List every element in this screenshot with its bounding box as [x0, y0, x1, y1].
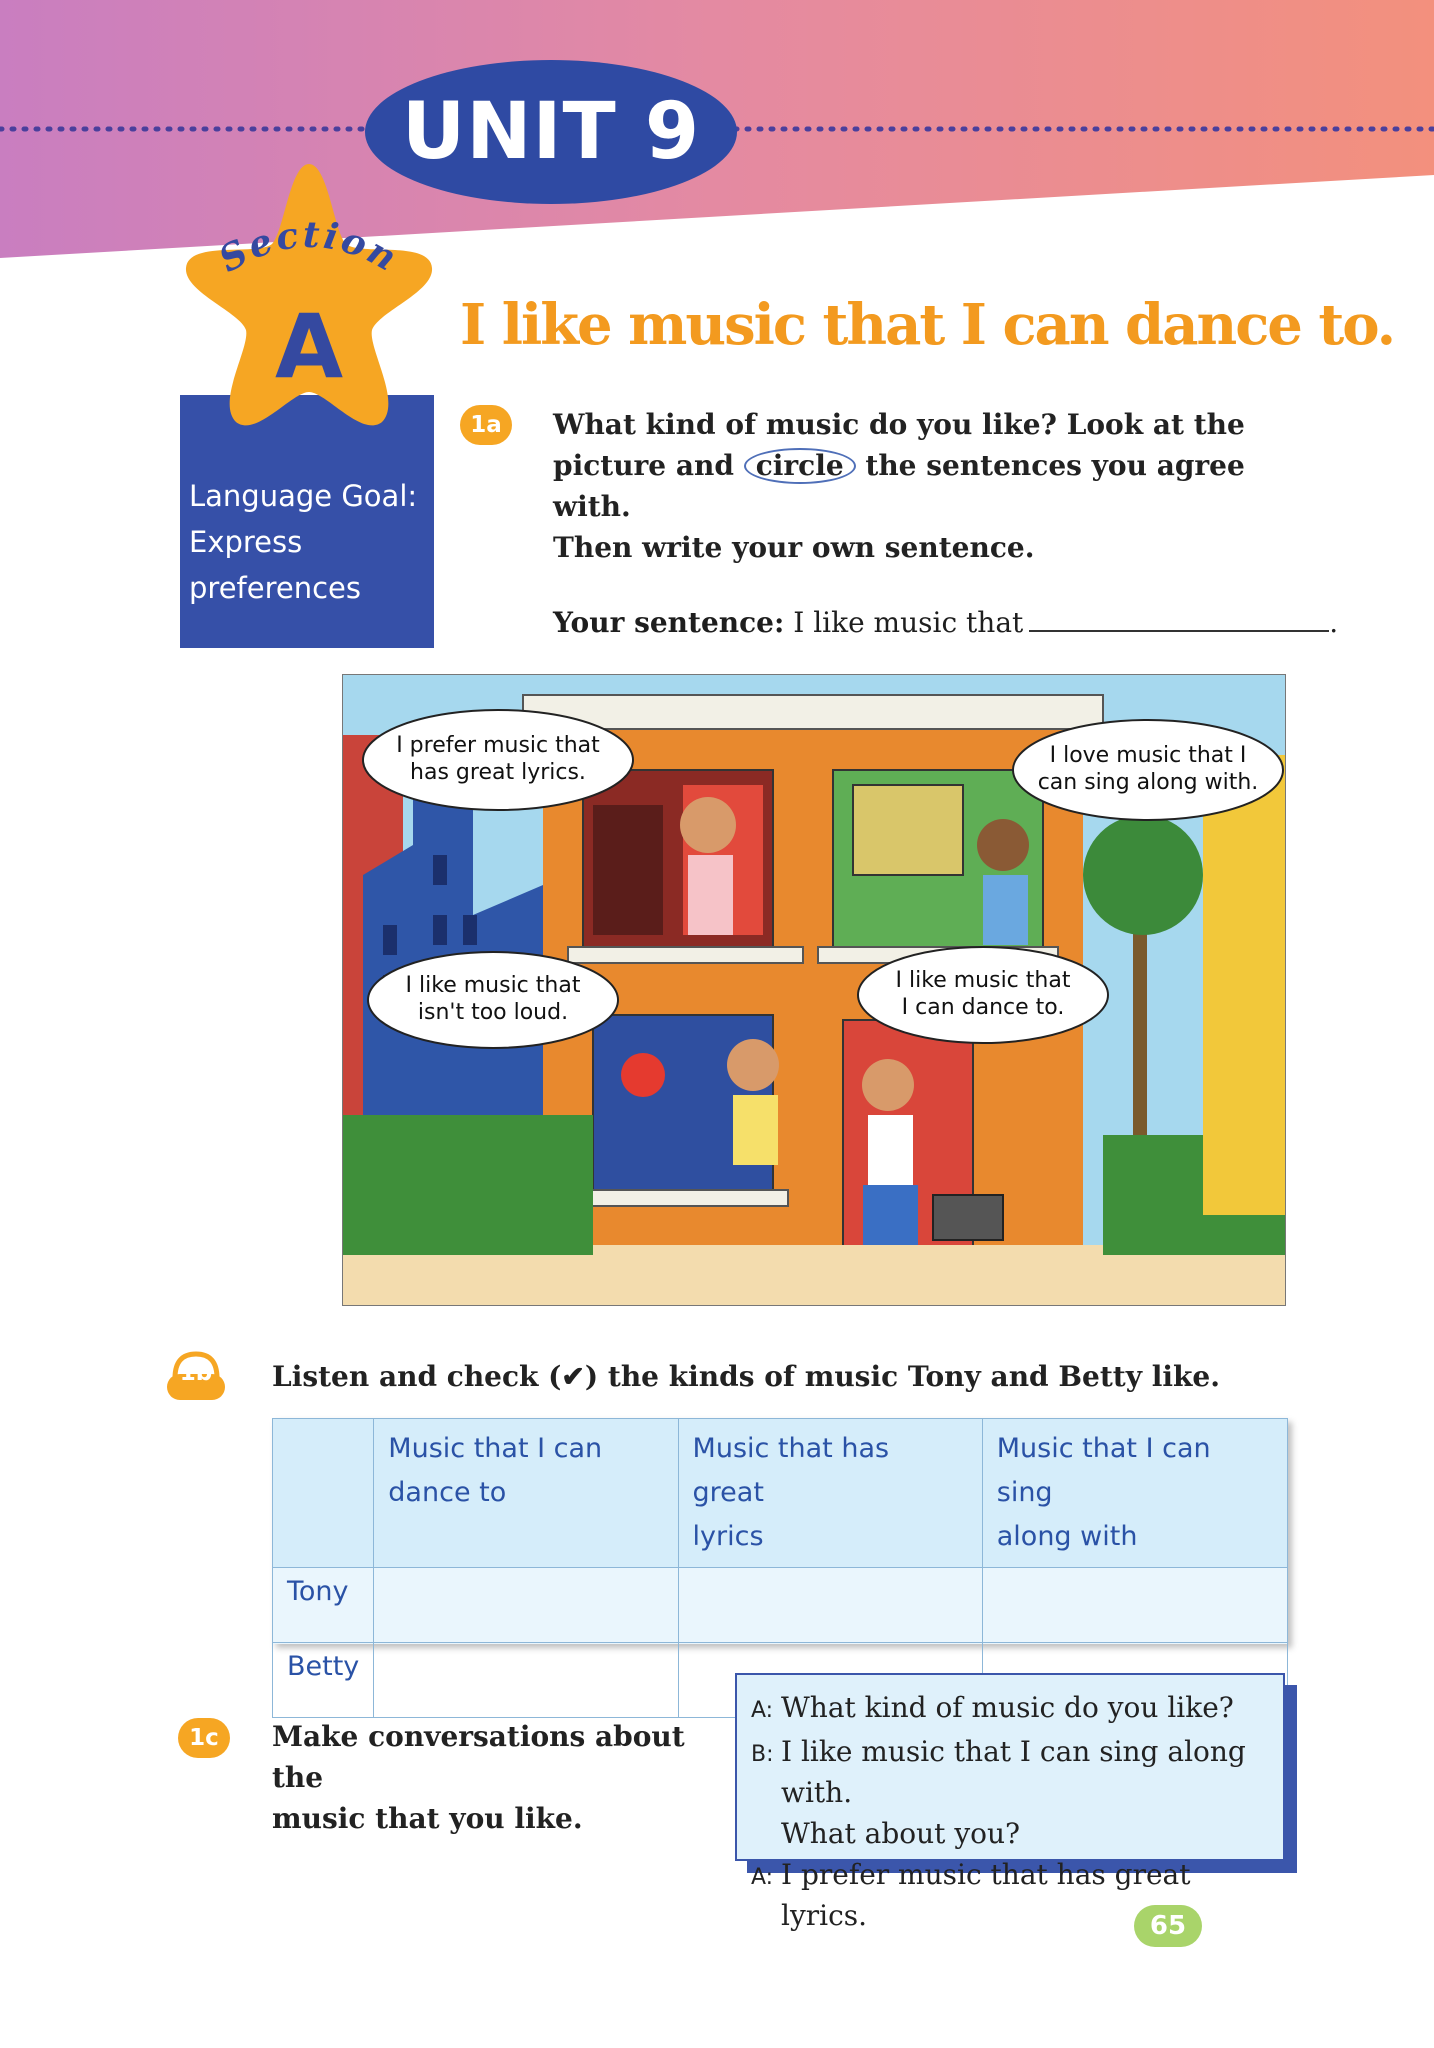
speech-bubble-3: [368, 952, 618, 1048]
language-goal-line1: Express: [189, 525, 303, 559]
table-header-empty: [273, 1419, 374, 1568]
exercise-1b-badge: 1b: [179, 1360, 213, 1386]
building-scene: [343, 675, 1286, 1306]
exercise-1a-line1: What kind of music do you like? Look at the: [553, 408, 1245, 441]
exercise-1a-instruction: [553, 404, 1273, 568]
check-cell[interactable]: [374, 1568, 678, 1643]
sentence-blank-field[interactable]: [1029, 604, 1329, 632]
section-star-icon: [178, 152, 440, 442]
speaker-label: [751, 1813, 781, 1854]
section-letter: A: [274, 295, 344, 398]
cartoon-picture: [342, 674, 1286, 1306]
conversation-line: [751, 1687, 1283, 1731]
bubble-3-line1: I like music that: [405, 973, 581, 998]
table-header-lyrics: Music that has great lyrics: [678, 1419, 982, 1568]
exercise-1a-line2-after: the sentences you agree with.: [553, 449, 1245, 523]
row-label-tony: Tony: [273, 1568, 374, 1643]
exercise-1b-instruction: Listen and check (✔) the kinds of music Tony and Betty like.: [272, 1360, 1220, 1393]
conversation-text: What kind of music do you like?: [781, 1691, 1234, 1724]
check-cell[interactable]: [982, 1568, 1287, 1643]
bubble-1-line1: I prefer music that: [396, 733, 600, 758]
circled-word: circle: [744, 448, 856, 484]
exercise-1c-instruction: [272, 1716, 722, 1839]
music-table: [272, 1418, 1288, 1682]
conversation-line: [751, 1854, 1283, 1936]
speaker-label: A:: [751, 1865, 774, 1890]
speech-bubble-1: [363, 710, 633, 810]
conversation-line: [751, 1813, 1283, 1854]
bubble-2-line2: can sing along with.: [1037, 770, 1259, 795]
exercise-1a-line2: [553, 445, 1273, 527]
exercise-1a-line2-before: picture and: [553, 449, 734, 482]
exercise-1a-badge: 1a: [460, 405, 512, 445]
page-number: 65: [1134, 1905, 1202, 1947]
your-sentence-label: Your sentence:: [553, 606, 785, 639]
row-label-betty: Betty: [273, 1643, 374, 1718]
check-cell[interactable]: [678, 1568, 982, 1643]
exercise-1c-badge: 1c: [178, 1718, 230, 1758]
conversation-text: What about you?: [781, 1817, 1021, 1850]
section-word: Section: [212, 213, 406, 281]
table-row: [273, 1568, 1288, 1643]
table-header-sing: Music that I can sing along with: [982, 1419, 1287, 1568]
language-goal-line2: preferences: [189, 571, 361, 605]
speaker-label: B:: [751, 1742, 774, 1767]
bubble-4-line2: I can dance to.: [901, 995, 1065, 1020]
check-cell[interactable]: [374, 1643, 678, 1718]
table-header-dance: Music that I can dance to: [374, 1419, 678, 1568]
bubble-2-line1: I love music that I: [1049, 743, 1247, 768]
speech-bubble-2: [1013, 720, 1283, 820]
language-goal-label: Language Goal:: [189, 479, 418, 513]
your-sentence: [553, 604, 1338, 639]
your-sentence-end: .: [1329, 606, 1339, 639]
exercise-1c-line2: music that you like.: [272, 1802, 583, 1835]
bubble-4-line1: I like music that: [895, 968, 1071, 993]
exercise-1a-line3: Then write your own sentence.: [553, 531, 1035, 564]
bubble-3-line2: isn't too loud.: [417, 1000, 569, 1025]
conversation-text: I prefer music that has great lyrics.: [781, 1858, 1191, 1932]
bubble-1-line2: has great lyrics.: [410, 760, 586, 785]
speech-bubble-4: [858, 947, 1108, 1043]
page-title: I like music that I can dance to.: [460, 292, 1395, 358]
conversation-line: [751, 1731, 1283, 1813]
exercise-1c-line1: Make conversations about the: [272, 1720, 685, 1794]
speaker-label: A:: [751, 1698, 774, 1723]
your-sentence-text: I like music that: [793, 606, 1024, 639]
unit-label: UNIT 9: [365, 60, 737, 204]
conversation-text: I like music that I can sing along with.: [781, 1735, 1246, 1809]
